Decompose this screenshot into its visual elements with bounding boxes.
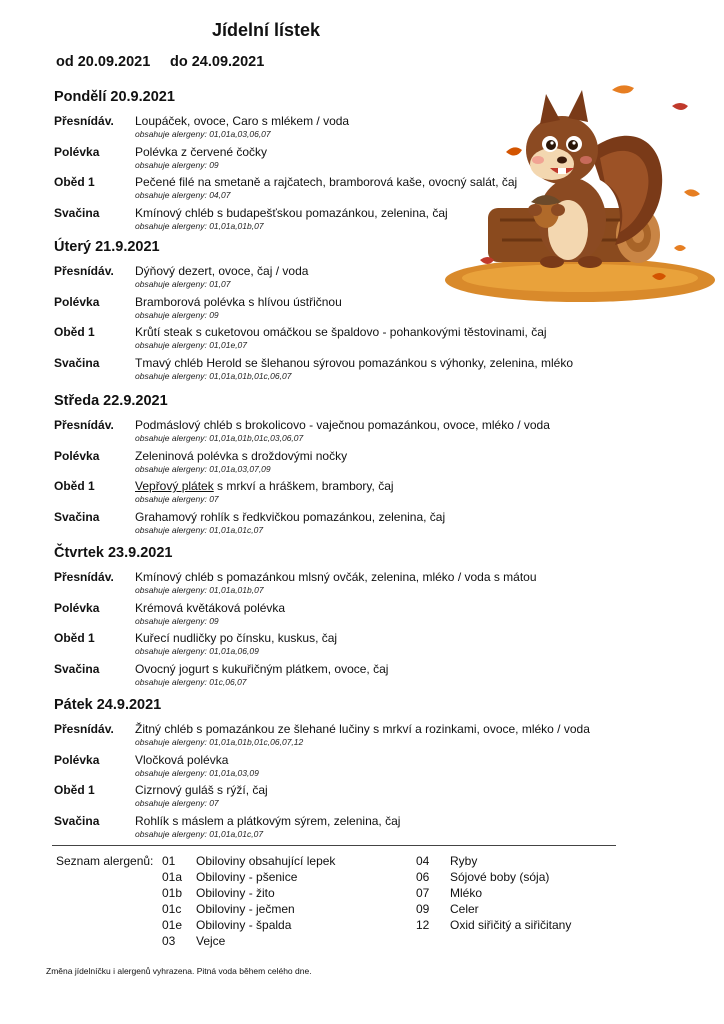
meal-allergens: obsahuje alergeny: 01,01a,06,09 [135, 646, 259, 656]
allergen-code: 03 [162, 934, 176, 948]
meal-row [54, 722, 654, 753]
meal-allergens: obsahuje alergeny: 09 [135, 615, 219, 626]
meal-row [54, 631, 654, 662]
meal-description: Vločková polévka [135, 752, 229, 767]
dish-rest: s mrkví a hráškem, brambory, čaj [213, 479, 394, 493]
day-heading: Pátek 24.9.2021 [54, 697, 162, 713]
meal-allergens: obsahuje alergeny: 01,01e,07 [135, 340, 248, 350]
meal-description: Rohlík s máslem a plátkovým sýrem, zelenina, čaj [135, 813, 401, 828]
meal-allergens: obsahuje alergeny: 01,01a,01b,01c,06,07 [135, 370, 292, 381]
meal-label: Polévka [54, 600, 100, 615]
allergen-name: Obiloviny obsahující lepek [196, 854, 336, 868]
allergen-name: Ryby [450, 854, 478, 868]
footer-note: Změna jídelníčku i alergenů vyhrazena. Pitná voda během celého dne. [46, 966, 312, 976]
meal-label: Svačina [54, 509, 100, 524]
meal-row [54, 570, 654, 601]
meal-description: Grahamový rohlík s ředkvičkou pomazánkou, zelenina, čaj [135, 509, 446, 524]
meal-description: Ovocný jogurt s kukuřičným plátkem, ovoce, čaj [135, 661, 389, 676]
allergen-code: 01b [162, 886, 183, 900]
meal-allergens: obsahuje alergeny: 01,01a,01b,01c,03,06,07 [135, 433, 304, 443]
allergen-name: Sójové boby (sója) [450, 870, 550, 884]
meal-label: Polévka [54, 144, 100, 159]
day-heading: Úterý 21.9.2021 [54, 239, 160, 255]
meal-label: Oběd 1 [54, 631, 95, 645]
meal-allergens: obsahuje alergeny: 09 [135, 309, 219, 320]
day-heading: Středa 22.9.2021 [54, 393, 168, 409]
meal-row [54, 510, 654, 541]
page-title: Jídelní lístek [211, 20, 321, 40]
allergen-name: Obiloviny - pšenice [196, 870, 298, 884]
allergen-code: 06 [416, 870, 430, 884]
day-section [54, 696, 654, 844]
meal-label: Svačina [54, 813, 100, 828]
meal-row [54, 449, 654, 480]
allergen-name: Celer [450, 902, 479, 916]
meal-allergens: obsahuje alergeny: 09 [135, 159, 219, 170]
meal-description: Krémová květáková polévka [135, 600, 286, 615]
allergen-code: 04 [416, 854, 430, 868]
date-to: do 24.09.2021 [170, 54, 265, 70]
meal-label: Polévka [54, 752, 100, 767]
meal-allergens: obsahuje alergeny: 04,07 [135, 190, 231, 200]
meal-label: Polévka [54, 294, 100, 309]
meal-description: Kmínový chléb s budapešťskou pomazánkou, zelenina, čaj [135, 205, 448, 220]
meal-allergens: obsahuje alergeny: 07 [135, 798, 219, 808]
meal-row [54, 662, 654, 693]
allergen-code: 01a [162, 870, 183, 884]
meal-allergens: obsahuje alergeny: 01,01a,01b,07 [135, 585, 264, 595]
meal-allergens: obsahuje alergeny: 07 [135, 494, 219, 504]
allergen-name: Obiloviny - špalda [196, 918, 292, 932]
meal-description: Dýňový dezert, ovoce, čaj / voda [135, 264, 309, 278]
meal-description [135, 479, 394, 494]
meal-allergens: obsahuje alergeny: 01,01a,03,06,07 [135, 129, 271, 139]
meal-allergens: obsahuje alergeny: 01,01a,03,07,09 [135, 463, 271, 474]
allergen-name: Oxid siřičitý a siřičitany [450, 918, 572, 932]
meal-description: Kuřecí nudličky po čínsku, kuskus, čaj [135, 631, 338, 645]
allergen-code: 09 [416, 902, 430, 916]
meal-row [54, 601, 654, 632]
meal-row [54, 753, 654, 784]
autumn-squirrel-illustration [440, 80, 716, 305]
underlined-dish: Vepřový plátek [135, 479, 214, 493]
meal-label: Přesnídáv. [54, 418, 114, 432]
meal-description: Zeleninová polévka s droždovými nočky [135, 448, 348, 463]
meal-allergens: obsahuje alergeny: 01,01a,01c,07 [135, 524, 264, 535]
meal-allergens: obsahuje alergeny: 01c,06,07 [135, 676, 247, 687]
allergen-code: 07 [416, 886, 430, 900]
meal-label: Svačina [54, 355, 100, 370]
allergen-name: Obiloviny - ječmen [196, 902, 295, 916]
meal-label: Svačina [54, 205, 100, 220]
meal-description: Kmínový chléb s pomazánkou mlsný ovčák, zelenina, mléko / voda s mátou [135, 570, 537, 584]
divider [52, 845, 616, 846]
meal-label: Oběd 1 [54, 175, 95, 189]
allergen-legend-title: Seznam alergenů: [56, 854, 154, 868]
meal-row [54, 814, 654, 845]
meal-description: Krůtí steak s cuketovou omáčkou se špaldovo - pohankovými těstovinami, čaj [135, 325, 547, 339]
meal-description: Pečené filé na smetaně a rajčatech, bramborová kaše, ovocný salát, čaj [135, 175, 518, 189]
meal-allergens: obsahuje alergeny: 01,01a,01b,07 [135, 220, 264, 231]
meal-allergens: obsahuje alergeny: 01,01a,01c,07 [135, 828, 264, 839]
meal-label: Přesnídáv. [54, 114, 114, 128]
meal-description: Bramborová polévka s hlívou ústřičnou [135, 294, 342, 309]
meal-description: Tmavý chléb Herold se šlehanou sýrovou pomazánkou s výhonky, zelenina, mléko [135, 355, 573, 370]
day-heading: Čtvrtek 23.9.2021 [54, 545, 173, 561]
meal-label: Oběd 1 [54, 479, 95, 493]
meal-description: Polévka z červené čočky [135, 144, 268, 159]
meal-row [54, 325, 654, 356]
meal-row [54, 783, 654, 814]
meal-label: Přesnídáv. [54, 264, 114, 278]
allergen-name: Obiloviny - žito [196, 886, 275, 900]
allergen-code: 01c [162, 902, 182, 916]
allergen-code: 01e [162, 918, 183, 932]
meal-row [54, 479, 654, 510]
meal-allergens: obsahuje alergeny: 01,07 [135, 279, 231, 289]
meal-description: Žitný chléb s pomazánkou ze šlehané lučiny s mrkví a rozinkami, ovoce, mléko / voda [135, 722, 590, 736]
meal-label: Polévka [54, 448, 100, 463]
meal-label: Přesnídáv. [54, 570, 114, 584]
meal-allergens: obsahuje alergeny: 01,01a,01b,01c,06,07,12 [135, 737, 304, 747]
date-from: od 20.09.2021 [56, 54, 151, 70]
allergen-name: Vejce [196, 934, 226, 948]
meal-label: Přesnídáv. [54, 722, 114, 736]
meal-label: Oběd 1 [54, 325, 95, 339]
day-section [54, 392, 654, 540]
allergen-code: 01 [162, 854, 176, 868]
day-heading: Pondělí 20.9.2021 [54, 89, 175, 105]
meal-description: Cizrnový guláš s rýží, čaj [135, 783, 268, 797]
meal-allergens: obsahuje alergeny: 01,01a,03,09 [135, 767, 259, 778]
meal-description: Loupáček, ovoce, Caro s mlékem / voda [135, 114, 350, 128]
meal-label: Svačina [54, 661, 100, 676]
day-section [54, 544, 654, 692]
meal-description: Podmáslový chléb s brokolicovo - vaječnou pomazánkou, ovoce, mléko / voda [135, 418, 550, 432]
meal-label: Oběd 1 [54, 783, 95, 797]
allergen-name: Mléko [450, 886, 483, 900]
meal-row [54, 356, 654, 387]
allergen-code: 12 [416, 918, 430, 932]
meal-row [54, 418, 654, 449]
